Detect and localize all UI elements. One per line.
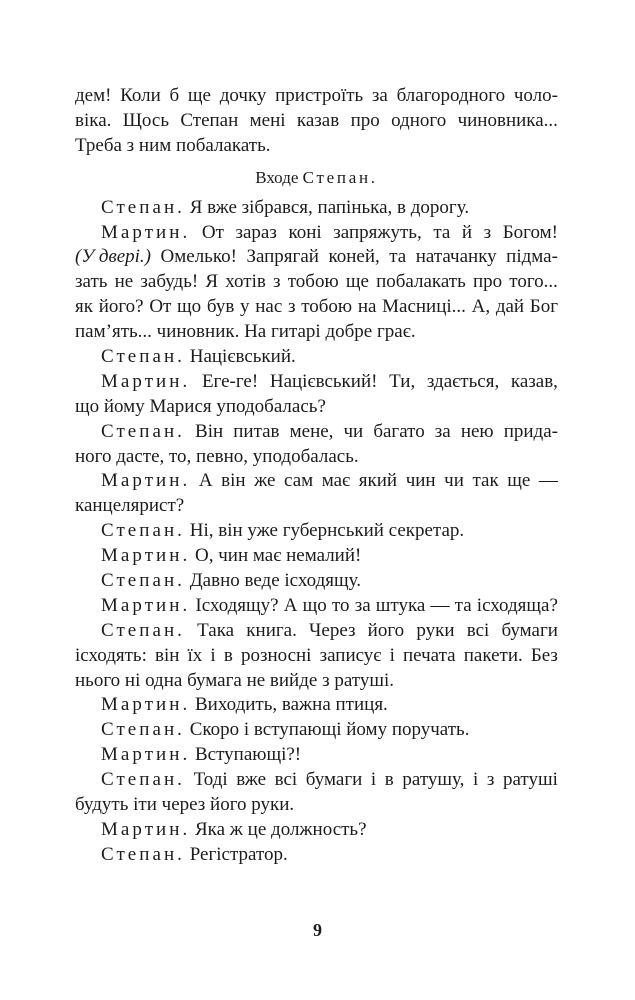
speaker-name: Степан. (101, 769, 185, 791)
dialogue-paragraph (75, 420, 558, 470)
speaker-name: Степан. (101, 346, 185, 368)
word: печата (403, 644, 456, 666)
dialogue-paragraph (75, 544, 558, 569)
word: в (384, 769, 394, 791)
word: же (254, 470, 276, 492)
text-body (75, 84, 558, 868)
text-line (75, 420, 558, 445)
line-text: О, чин має немалий! (195, 545, 362, 567)
word: Він (195, 420, 224, 442)
speaker-name: Степан. (101, 570, 185, 592)
dialogue-paragraph (75, 196, 558, 221)
text-line (75, 494, 558, 519)
line-text: Вступающі?! (195, 744, 302, 766)
word: чиновника... (457, 109, 558, 131)
speaker-name: Мартин. (101, 470, 191, 492)
dialogue-paragraph (75, 619, 558, 694)
line-text: Націєвський. (189, 346, 296, 368)
word: ще (345, 271, 369, 293)
word: коней, (328, 246, 380, 268)
word: — (430, 594, 450, 616)
word: зараз (235, 221, 277, 243)
word: їх (187, 644, 203, 666)
text-line (75, 395, 558, 420)
line-text: Регістратор. (189, 843, 288, 865)
text-line (75, 320, 558, 345)
word: того... (509, 271, 558, 293)
text-line (75, 818, 558, 843)
word: і (370, 769, 377, 791)
word: Бог (529, 296, 558, 318)
word: ратуші (502, 769, 558, 791)
word: нас (255, 296, 283, 318)
word: От (201, 221, 224, 243)
word: у (240, 296, 250, 318)
line-text: Виходить, важна птиця. (195, 694, 388, 716)
word: хотів (225, 271, 266, 293)
word: що (302, 594, 327, 616)
text-line (75, 295, 558, 320)
text-line (75, 469, 558, 494)
word: забудь! (140, 271, 199, 293)
word: А (283, 594, 298, 616)
text-line (75, 693, 558, 718)
line-text: ного дасте, то, певно, уподобалась. (75, 445, 359, 467)
speaker-name: Степан. (101, 719, 185, 741)
dialogue-paragraph (75, 469, 558, 519)
word: розносні (240, 644, 312, 666)
speaker-name: Степан. (101, 619, 185, 641)
word: чи (343, 420, 364, 442)
text-line (75, 843, 558, 868)
word: про (472, 271, 503, 293)
speaker-name: Степан. (101, 420, 185, 442)
word: ще (507, 470, 531, 492)
word: — (538, 470, 558, 492)
speaker-name: Степан. (101, 843, 185, 865)
dialogue-paragraph (75, 221, 558, 345)
stage-direction-verb: Входе (255, 167, 299, 187)
word: записує (319, 644, 382, 666)
dialogue-paragraph (75, 818, 558, 843)
word: на (357, 296, 377, 318)
word: дай (495, 296, 525, 318)
dialogue-paragraph (75, 843, 558, 868)
speaker-name: Мартин. (101, 744, 191, 766)
text-line (75, 196, 558, 221)
speaker-name: Мартин. (101, 545, 191, 567)
text-line (75, 644, 558, 669)
word: що (177, 296, 202, 318)
line-text: будуть іти через його руки. (75, 794, 295, 816)
text-line (75, 619, 558, 644)
word: та (389, 246, 407, 268)
dialogue-paragraph (75, 718, 558, 743)
word: ісходяща? (476, 594, 558, 616)
text-line (75, 718, 558, 743)
word: з (287, 296, 296, 318)
word: дочку (219, 85, 267, 106)
word: та (433, 221, 451, 243)
word: зать (75, 271, 108, 293)
word: Ти, (389, 370, 416, 392)
word: так (472, 470, 499, 492)
word: дем! (75, 85, 112, 106)
text-line (75, 743, 558, 768)
word: з (483, 221, 492, 243)
word: він (221, 470, 246, 492)
word: бумаги (501, 619, 558, 641)
word: пакети. (463, 644, 523, 666)
word: благородного (396, 85, 506, 106)
text-line (75, 594, 558, 619)
word: з (273, 271, 281, 293)
speaker-name: Мартин. (101, 370, 191, 392)
word: нею (460, 420, 494, 442)
text-line (75, 245, 558, 270)
word: підма- (506, 246, 558, 268)
speaker-name: Мартин. (101, 818, 191, 840)
line-text: Давно веде ісходящу. (189, 570, 361, 592)
word: Степан (180, 109, 239, 131)
word: Запрягай (246, 246, 319, 268)
word: прида- (503, 420, 558, 442)
word: багато (373, 420, 425, 442)
word: який (358, 470, 398, 492)
word: і (210, 644, 216, 666)
line-text: пам’ять... чиновник. На гитарі добре грає. (75, 321, 416, 343)
word: Еге-ге! (201, 370, 259, 392)
word: Я (205, 271, 219, 293)
word: сам (284, 470, 314, 492)
speaker-name: Мартин. (101, 694, 191, 716)
text-line (75, 109, 558, 134)
word: має (321, 470, 351, 492)
dialogue-paragraph (75, 693, 558, 718)
word: А, (471, 296, 491, 318)
text-line (75, 270, 558, 295)
word: мене, (289, 420, 334, 442)
word: Богом! (502, 221, 558, 243)
text-line (75, 134, 558, 159)
dialogue-paragraph (75, 519, 558, 544)
word: казав, (510, 370, 558, 392)
word: та (454, 594, 472, 616)
word: і (472, 769, 479, 791)
word: то (331, 594, 350, 616)
word: ще (187, 85, 211, 106)
text-line (75, 793, 558, 818)
line-text: нього ні одна бумага не вийде з ратуші. (75, 669, 394, 691)
word: Коли (120, 85, 161, 106)
word: за (434, 420, 451, 442)
word: чоло- (513, 85, 558, 106)
word: його? (98, 296, 144, 318)
word: за (354, 594, 371, 616)
intro-paragraph (75, 84, 558, 159)
word: Тоді (193, 769, 228, 791)
dialogue-paragraph (75, 594, 558, 619)
word: казав (296, 109, 340, 131)
word: тобою (287, 271, 339, 293)
line-text: що йому Марися уподобалась? (75, 395, 326, 417)
text-line (75, 370, 558, 395)
stage-direction-name: Степан. (302, 167, 378, 187)
word: був (206, 296, 235, 318)
word: і (389, 644, 395, 666)
word: віка. (75, 109, 112, 131)
word: Омелько! (160, 246, 237, 268)
stage-remark: (У двері.) (75, 246, 152, 268)
word: не (114, 271, 134, 293)
word: всі (466, 619, 490, 641)
line-text: Скоро і вступающі йому поручать. (189, 719, 470, 741)
line-text: Я вже зібрався, папінька, в дорогу. (189, 196, 470, 218)
dialogue-paragraph (75, 743, 558, 768)
dialogue-paragraph (75, 569, 558, 594)
text-line (75, 669, 558, 694)
word: Ісходящу? (195, 594, 279, 616)
line-text: Треба з ним побалакать. (75, 134, 271, 156)
word: побалакать (376, 271, 466, 293)
dialogue-paragraph (75, 768, 558, 818)
word: за (371, 85, 388, 106)
word: Така (197, 619, 235, 641)
word: А (198, 470, 213, 492)
page-number: 9 (313, 920, 322, 940)
text-line (75, 519, 558, 544)
word: вже (236, 769, 266, 791)
line-text: Ні, він уже губернський секретар. (189, 520, 465, 542)
speaker-name: Степан. (101, 196, 185, 218)
word: Масниці... (382, 296, 466, 318)
word: питав (233, 420, 280, 442)
word: Через (309, 619, 356, 641)
word: запряжуть, (333, 221, 422, 243)
word: він (154, 644, 180, 666)
speaker-name: Степан. (101, 520, 185, 542)
word: в (223, 644, 233, 666)
word: бумаги (305, 769, 363, 791)
word: здається, (426, 370, 500, 392)
word: й (461, 221, 473, 243)
text-line (75, 569, 558, 594)
word: з (486, 769, 495, 791)
word: книга. (246, 619, 297, 641)
text-line (75, 345, 558, 370)
word: ісходять: (75, 644, 147, 666)
word: От (149, 296, 172, 318)
text-line (75, 544, 558, 569)
word: тобою (301, 296, 353, 318)
word: натачанку (415, 246, 497, 268)
dialogue-paragraph (75, 370, 558, 420)
word: одного (391, 109, 447, 131)
word: про (350, 109, 380, 131)
word: пристроїть (275, 85, 364, 106)
word: мені (249, 109, 286, 131)
word: б (169, 85, 180, 106)
line-text: канцелярист? (75, 495, 185, 517)
word: як (75, 296, 93, 318)
line-text: Яка ж це должность? (195, 818, 367, 840)
text-line (75, 84, 558, 109)
word: всі (274, 769, 298, 791)
text-line (75, 221, 558, 246)
word: ратушу, (402, 769, 465, 791)
speaker-name: Мартин. (101, 594, 191, 616)
word: чи (444, 470, 464, 492)
word: руки (416, 619, 455, 641)
stage-direction (75, 166, 558, 190)
speaker-name: Мартин. (101, 221, 191, 243)
word: коні (288, 221, 322, 243)
word: штука (375, 594, 426, 616)
text-line (75, 768, 558, 793)
text-line (75, 445, 558, 470)
word: чин (405, 470, 436, 492)
word: його (367, 619, 405, 641)
word: Щось (122, 109, 169, 131)
word: Націєвський! (269, 370, 378, 392)
dialogue-paragraph (75, 345, 558, 370)
word: Без (530, 644, 558, 666)
